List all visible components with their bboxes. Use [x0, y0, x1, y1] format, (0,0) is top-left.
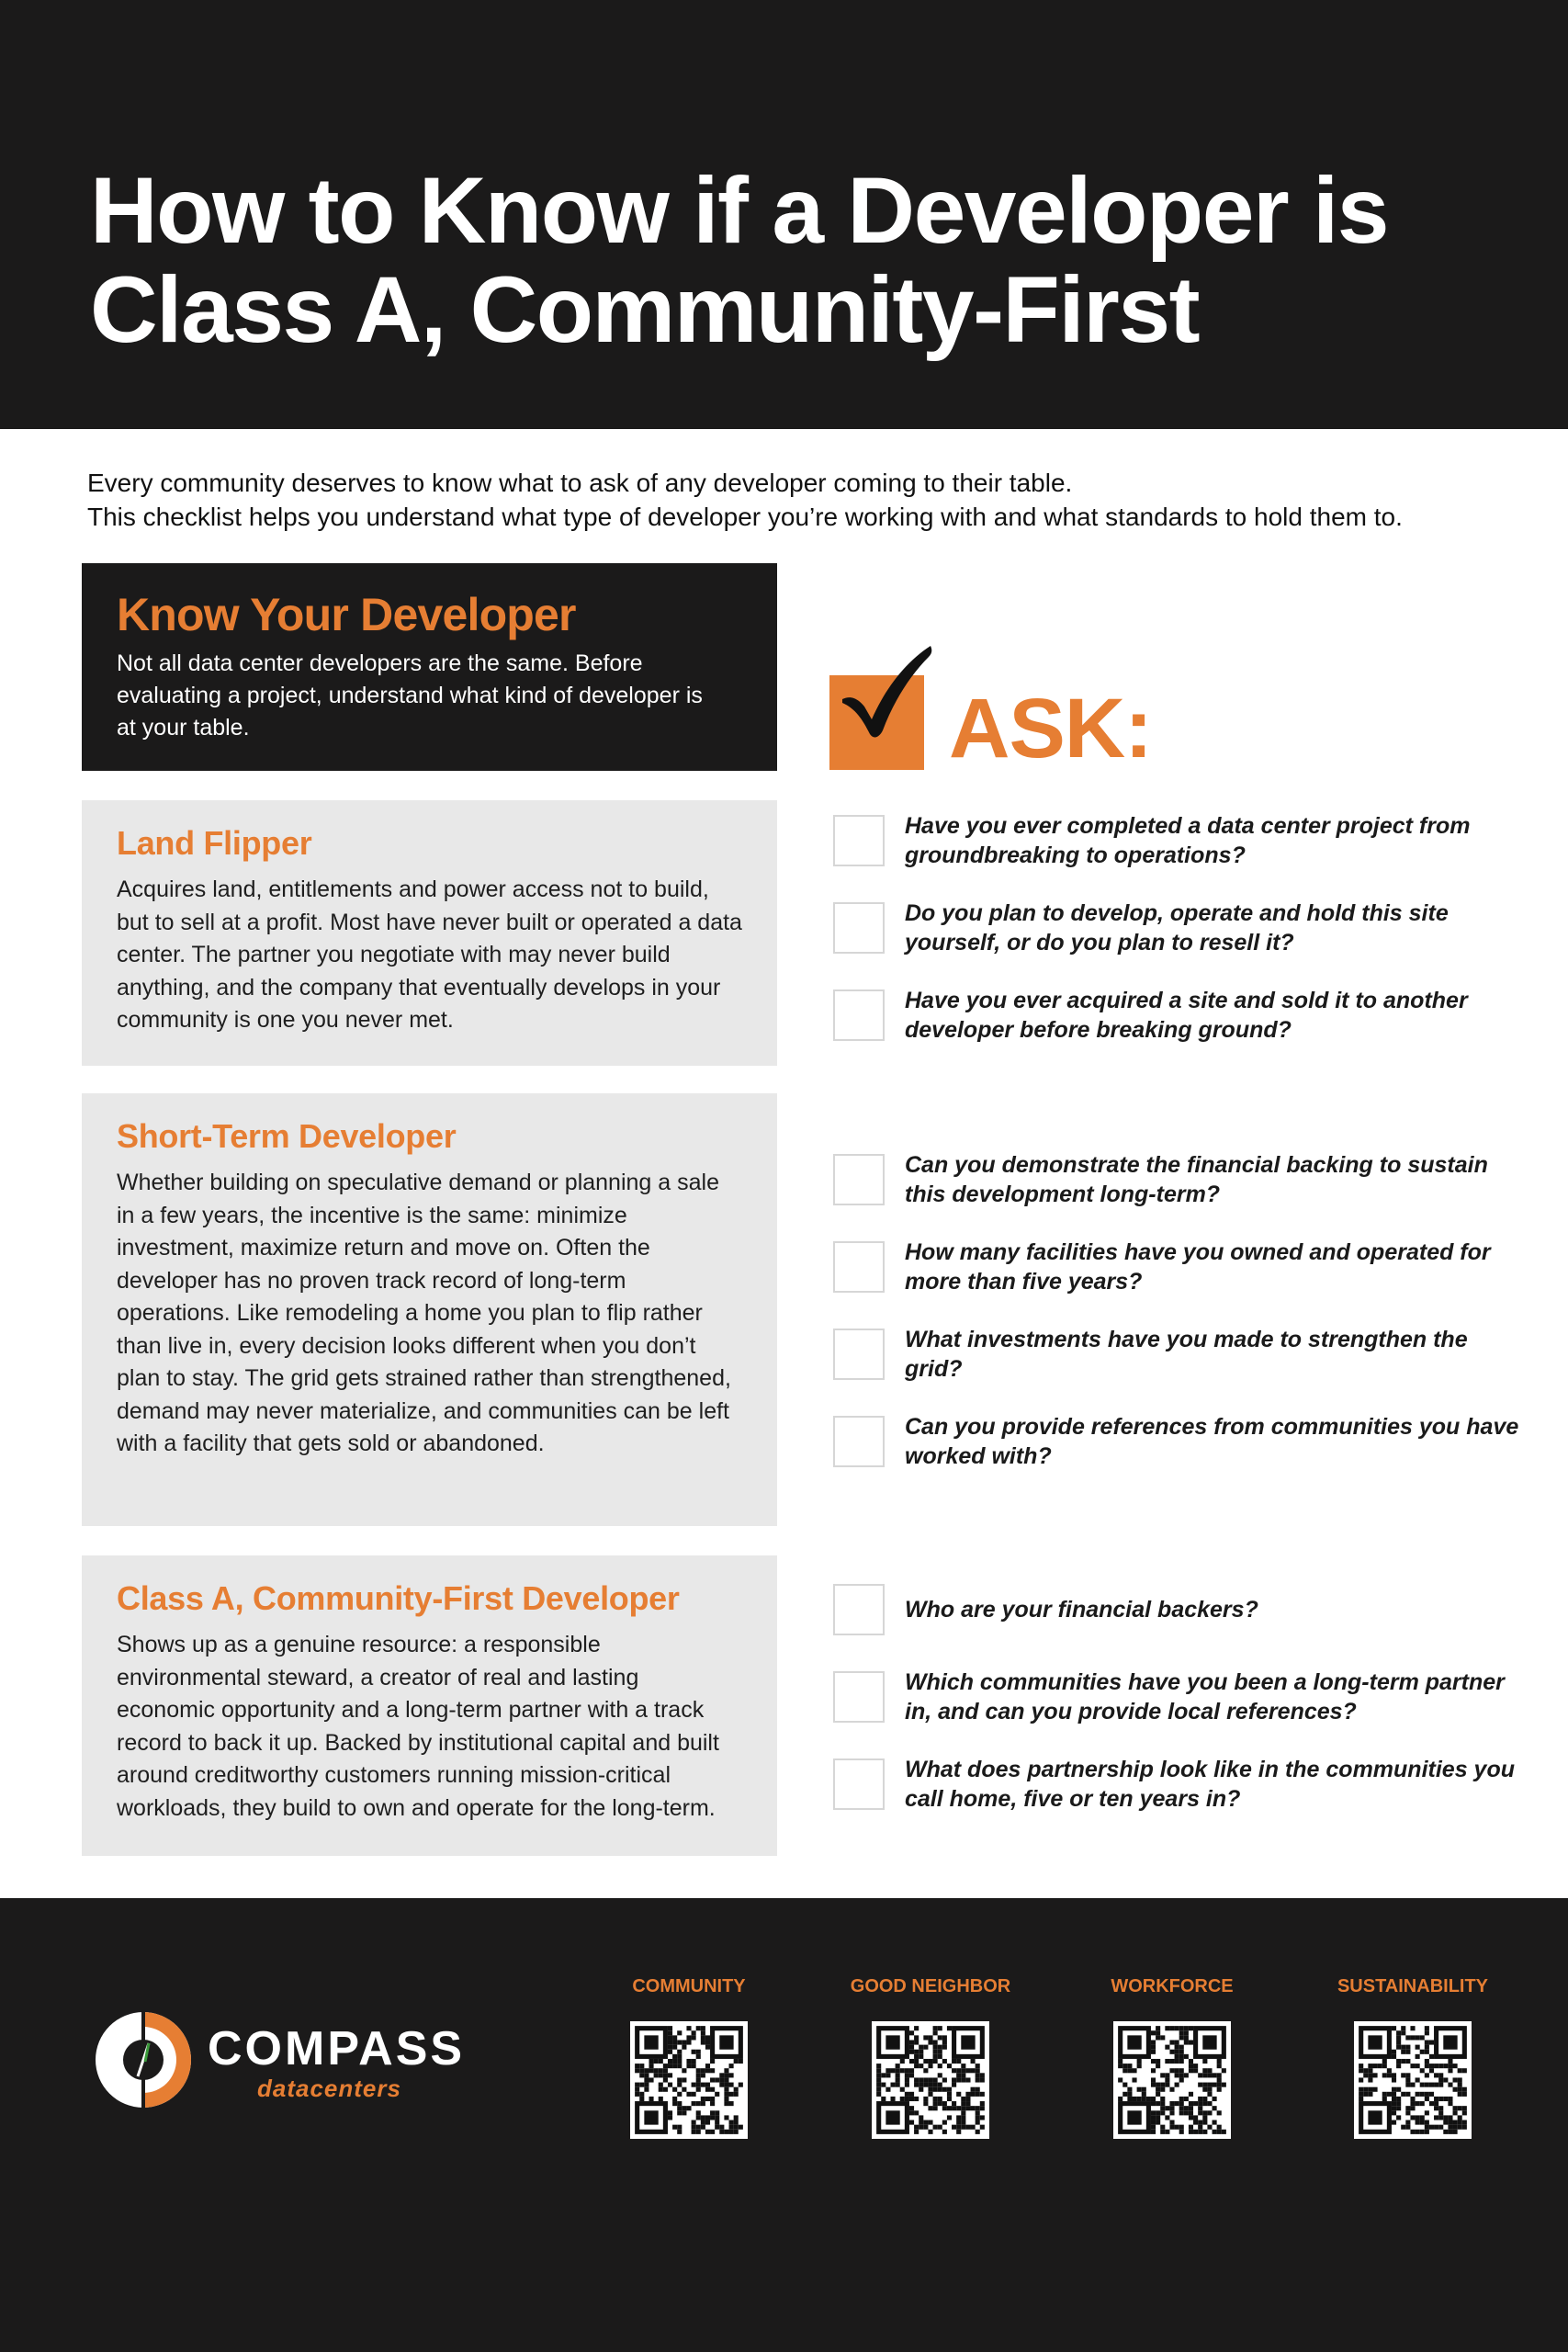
- card-class-a-developer: [82, 1555, 777, 1856]
- compass-logo: [92, 2003, 487, 2122]
- question-text: Have you ever acquired a site and sold it to another developer before breaking ground?: [905, 988, 1468, 1043]
- qr-code-icon[interactable]: [1354, 2021, 1472, 2139]
- question-text: How many facilities have you owned and operated for more than five years?: [905, 1239, 1491, 1295]
- know-your-developer-heading: Know Your Developer: [117, 589, 576, 640]
- question-item: [831, 811, 1529, 870]
- qr-workforce: [1080, 1975, 1264, 2139]
- question-checkbox[interactable]: [833, 1241, 885, 1293]
- question-text: Which communities have you been a long-term partner in, and can you provide local references?: [905, 1669, 1505, 1724]
- card-title: Land Flipper: [117, 824, 312, 862]
- qr-community: [597, 1975, 781, 2139]
- page-title: [90, 158, 1523, 362]
- question-checkbox[interactable]: [833, 902, 885, 954]
- question-text: Do you plan to develop, operate and hold this site yourself, or do you plan to resell it?: [905, 900, 1449, 956]
- logo-subtitle: datacenters: [257, 2075, 401, 2102]
- know-your-developer-panel: [82, 563, 777, 771]
- qr-code-icon[interactable]: [1113, 2021, 1231, 2139]
- question-checkbox[interactable]: [833, 1758, 885, 1810]
- question-item: [831, 899, 1529, 957]
- question-item: [831, 1755, 1529, 1814]
- ask-heading: [829, 648, 1289, 776]
- question-checkbox[interactable]: [833, 1671, 885, 1723]
- qr-sustainability: [1321, 1975, 1505, 2139]
- question-text: Can you provide references from communities you have worked with?: [905, 1414, 1519, 1469]
- question-group-class-a: [831, 1580, 1529, 1842]
- ask-label: ASK:: [949, 682, 1152, 775]
- question-group-land-flipper: [831, 811, 1529, 1073]
- question-text: Can you demonstrate the financial backing to sustain this development long-term?: [905, 1152, 1488, 1207]
- question-item: [831, 1238, 1529, 1296]
- question-item: [831, 986, 1529, 1045]
- question-checkbox[interactable]: [833, 815, 885, 866]
- qr-code-icon[interactable]: [872, 2021, 989, 2139]
- question-item: [831, 1412, 1529, 1471]
- card-title: Class A, Community-First Developer: [117, 1579, 680, 1617]
- checkmark-icon: [837, 642, 938, 752]
- question-group-short-term: [831, 1150, 1529, 1499]
- title-line-2: Class A, Community-First: [90, 257, 1200, 362]
- card-text: Whether building on speculative demand or planning a sale in a few years, the incentive is the same: minimize investment, maximize return and move on. Often the developer has no proven track record of long-term operations. Like remodeling a home you plan to flip rather than live in, every decision looks different when you don’t plan to stay. The grid gets strained rather than strengthened, demand may never materialize, and communities can be left with a facility that gets sold or abandoned.: [117, 1170, 731, 1456]
- question-checkbox[interactable]: [833, 989, 885, 1041]
- question-text: What does partnership look like in the communities you call home, five or ten years in?: [905, 1757, 1515, 1812]
- intro-line-2: This checklist helps you understand what type of developer you’re working with and what standards to hold them to.: [87, 503, 1403, 531]
- qr-label: SUSTAINABILITY: [1337, 1976, 1489, 1996]
- know-your-developer-text: Not all data center developers are the same. Before evaluating a project, understand what kind of developer is at your table.: [117, 650, 703, 741]
- question-checkbox[interactable]: [833, 1329, 885, 1380]
- question-text: Who are your financial backers?: [905, 1597, 1258, 1623]
- card-short-term-developer: [82, 1093, 777, 1526]
- question-text: What investments have you made to strengthen the grid?: [905, 1327, 1468, 1382]
- qr-label: GOOD NEIGHBOR: [850, 1976, 1011, 1996]
- question-item: [831, 1150, 1529, 1209]
- question-checkbox[interactable]: [833, 1416, 885, 1467]
- compass-logo-icon: [92, 2003, 211, 2122]
- card-title: Short-Term Developer: [117, 1117, 457, 1155]
- logo-wordmark: COMPASS: [208, 2022, 466, 2075]
- question-item: [831, 1668, 1529, 1726]
- qr-good-neighbor: [839, 1975, 1022, 2139]
- card-text: Acquires land, entitlements and power access not to build, but to sell at a profit. Most have never built or operated a data center. The partner you negotiate with may never build anything, and the company that eventually develops in your community is one you never met.: [117, 876, 742, 1033]
- card-text: Shows up as a genuine resource: a responsible environmental steward, a creator of real and lasting economic opportunity and a long-term partner with a track record to back it up. Backed by institutional capital and built around creditworthy customers running mission-critical workloads, they build to own and operate for the long-term.: [117, 1632, 719, 1821]
- qr-label: WORKFORCE: [1111, 1976, 1234, 1996]
- qr-code-icon[interactable]: [630, 2021, 748, 2139]
- intro-line-1: Every community deserves to know what to ask of any developer coming to their table.: [87, 469, 1073, 497]
- intro-text: [87, 466, 1539, 534]
- question-checkbox[interactable]: [833, 1154, 885, 1205]
- qr-label: COMMUNITY: [632, 1976, 746, 1996]
- title-line-1: How to Know if a Developer is: [90, 158, 1389, 263]
- question-item: [831, 1325, 1529, 1384]
- header-banner: [0, 0, 1568, 429]
- card-land-flipper: [82, 800, 777, 1066]
- question-item: [831, 1580, 1529, 1639]
- question-text: Have you ever completed a data center project from groundbreaking to operations?: [905, 813, 1471, 868]
- question-checkbox[interactable]: [833, 1584, 885, 1635]
